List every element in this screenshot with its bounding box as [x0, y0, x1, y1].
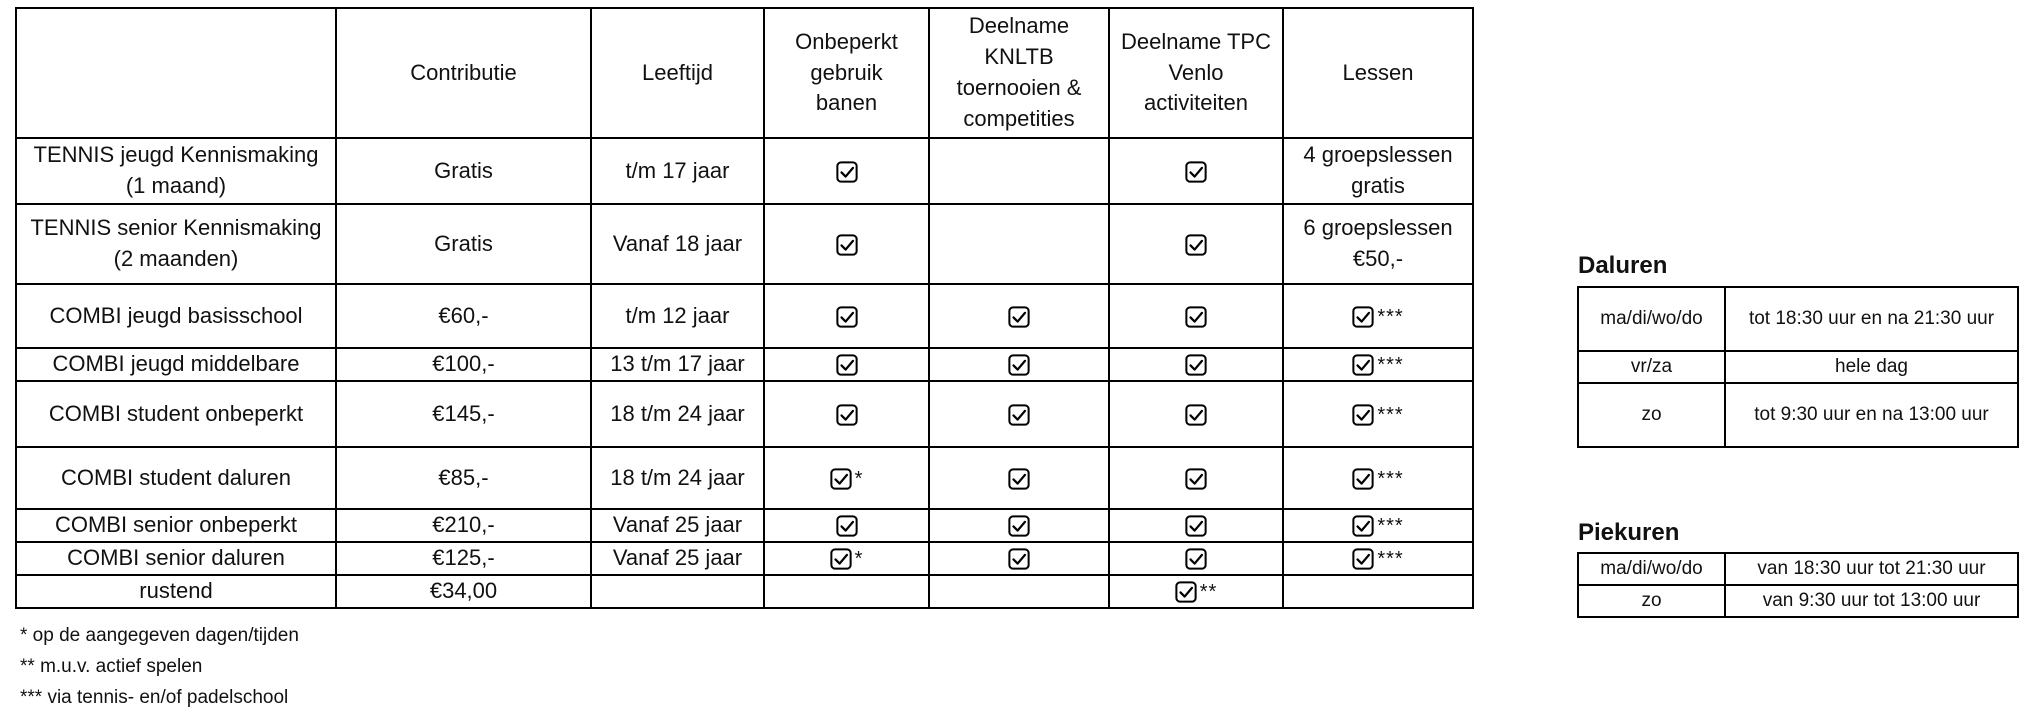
courts-cell [764, 204, 929, 284]
tpc-cell [1109, 138, 1283, 204]
table-row [16, 348, 1473, 381]
checkbox-checked-icon [1008, 354, 1030, 376]
checkbox-checked-icon [1185, 161, 1207, 183]
hours-cell: tot 9:30 uur en na 13:00 uur [1725, 383, 2018, 447]
checkbox-checked-icon [1352, 468, 1374, 490]
lessons-cell [1283, 381, 1473, 447]
footnote-marker: *** [1377, 354, 1404, 377]
membership-name: rustend [16, 575, 336, 608]
footnote-marker: ** [1199, 581, 1218, 604]
lessons-text: 6 groepslessen €50,- [1303, 215, 1453, 271]
daluren-title: Daluren [1578, 252, 1668, 279]
piekuren-title: Piekuren [1578, 519, 1680, 546]
courts-cell [764, 284, 929, 348]
tpc-cell [1109, 575, 1283, 608]
header-cell: Deelname TPC Venlo activiteiten [1109, 8, 1283, 138]
days-cell: zo [1578, 383, 1725, 447]
checkbox-checked-icon [1352, 306, 1374, 328]
footnote-marker: * [854, 548, 864, 571]
table-row [16, 509, 1473, 542]
age-cell: Vanaf 25 jaar [591, 509, 764, 542]
checkbox-checked-icon [1352, 354, 1374, 376]
footnote-marker: *** [1377, 548, 1404, 571]
footnotes [20, 620, 299, 713]
lessons-cell [1283, 284, 1473, 348]
checkbox-checked-icon [1008, 404, 1030, 426]
lessons-cell [1283, 138, 1473, 204]
checkbox-checked-icon [830, 468, 852, 490]
table-row [1578, 383, 2018, 447]
checkbox-checked-icon [1175, 581, 1197, 603]
tpc-cell [1109, 381, 1283, 447]
age-cell: t/m 17 jaar [591, 138, 764, 204]
checkbox-checked-icon [836, 161, 858, 183]
table-row [16, 542, 1473, 575]
age-cell: 18 t/m 24 jaar [591, 447, 764, 509]
knltb-cell [929, 447, 1109, 509]
fee-cell: €210,- [336, 509, 591, 542]
age-cell: Vanaf 18 jaar [591, 204, 764, 284]
age-cell: 18 t/m 24 jaar [591, 381, 764, 447]
header-cell: Deelname KNLTB toernooien & competities [929, 8, 1109, 138]
lessons-cell [1283, 348, 1473, 381]
lessons-cell [1283, 447, 1473, 509]
header-cell: Leeftijd [591, 8, 764, 138]
hours-cell: van 18:30 uur tot 21:30 uur [1725, 553, 2018, 585]
tpc-cell [1109, 509, 1283, 542]
fee-cell: €60,- [336, 284, 591, 348]
checkbox-checked-icon [1008, 515, 1030, 537]
table-row [16, 138, 1473, 204]
checkbox-checked-icon [1185, 548, 1207, 570]
age-cell: 13 t/m 17 jaar [591, 348, 764, 381]
knltb-cell [929, 204, 1109, 284]
courts-cell [764, 575, 929, 608]
footnote-marker: *** [1377, 467, 1404, 490]
knltb-cell [929, 542, 1109, 575]
tpc-cell [1109, 542, 1283, 575]
fee-cell: €125,- [336, 542, 591, 575]
membership-name: COMBI senior onbeperkt [16, 509, 336, 542]
checkbox-checked-icon [836, 515, 858, 537]
membership-name: COMBI jeugd middelbare [16, 348, 336, 381]
checkbox-checked-icon [836, 354, 858, 376]
knltb-cell [929, 575, 1109, 608]
checkbox-checked-icon [830, 548, 852, 570]
hours-cell: van 9:30 uur tot 13:00 uur [1725, 585, 2018, 617]
membership-name: TENNIS senior Kennismaking (2 maanden) [16, 204, 336, 284]
footnote: *** via tennis- en/of padelschool [20, 687, 289, 708]
table-row [16, 575, 1473, 608]
tpc-cell [1109, 348, 1283, 381]
checkbox-checked-icon [1008, 468, 1030, 490]
knltb-cell [929, 381, 1109, 447]
age-cell: Vanaf 25 jaar [591, 542, 764, 575]
courts-cell [764, 542, 929, 575]
checkbox-checked-icon [836, 306, 858, 328]
courts-cell [764, 447, 929, 509]
checkbox-checked-icon [1185, 354, 1207, 376]
daluren-table [1577, 286, 2019, 448]
table-row [16, 284, 1473, 348]
lessons-text: 4 groepslessen gratis [1303, 142, 1453, 198]
table-row [16, 381, 1473, 447]
tpc-cell [1109, 204, 1283, 284]
membership-name: COMBI student daluren [16, 447, 336, 509]
fee-cell: €34,00 [336, 575, 591, 608]
courts-cell [764, 381, 929, 447]
membership-name: COMBI student onbeperkt [16, 381, 336, 447]
courts-cell [764, 348, 929, 381]
lessons-cell [1283, 542, 1473, 575]
membership-name: TENNIS jeugd Kennismaking (1 maand) [16, 138, 336, 204]
footnote: * op de aangegeven dagen/tijden [20, 625, 299, 646]
checkbox-checked-icon [1185, 234, 1207, 256]
piekuren-table [1577, 552, 2019, 618]
days-cell: zo [1578, 585, 1725, 617]
header-row [16, 8, 1473, 138]
table-row [1578, 553, 2018, 585]
header-cell: Contributie [336, 8, 591, 138]
table-row [1578, 585, 2018, 617]
hours-cell: tot 18:30 uur en na 21:30 uur [1725, 287, 2018, 351]
courts-cell [764, 138, 929, 204]
header-cell: Lessen [1283, 8, 1473, 138]
fee-cell: €100,- [336, 348, 591, 381]
footnote: ** m.u.v. actief spelen [20, 656, 203, 677]
membership-name: COMBI senior daluren [16, 542, 336, 575]
lessons-cell [1283, 575, 1473, 608]
age-cell: t/m 12 jaar [591, 284, 764, 348]
checkbox-checked-icon [1185, 404, 1207, 426]
tpc-cell [1109, 447, 1283, 509]
fee-cell: Gratis [336, 138, 591, 204]
header-cell: Onbeperkt gebruik banen [764, 8, 929, 138]
tpc-cell [1109, 284, 1283, 348]
fee-cell: €145,- [336, 381, 591, 447]
fee-cell: Gratis [336, 204, 591, 284]
age-cell [591, 575, 764, 608]
checkbox-checked-icon [1185, 515, 1207, 537]
table-row [16, 204, 1473, 284]
header-cell [16, 8, 336, 138]
checkbox-checked-icon [1008, 548, 1030, 570]
knltb-cell [929, 509, 1109, 542]
table-row [16, 447, 1473, 509]
footnote-marker: * [854, 467, 864, 490]
footnote-marker: *** [1377, 403, 1404, 426]
hours-cell: hele dag [1725, 351, 2018, 383]
checkbox-checked-icon [1008, 306, 1030, 328]
fee-cell: €85,- [336, 447, 591, 509]
footnote-marker: *** [1377, 515, 1404, 538]
knltb-cell [929, 138, 1109, 204]
checkbox-checked-icon [1352, 404, 1374, 426]
checkbox-checked-icon [1185, 468, 1207, 490]
days-cell: vr/za [1578, 351, 1725, 383]
lessons-cell [1283, 509, 1473, 542]
knltb-cell [929, 348, 1109, 381]
knltb-cell [929, 284, 1109, 348]
days-cell: ma/di/wo/do [1578, 553, 1725, 585]
table-row [1578, 287, 2018, 351]
days-cell: ma/di/wo/do [1578, 287, 1725, 351]
checkbox-checked-icon [836, 234, 858, 256]
lessons-cell [1283, 204, 1473, 284]
membership-table [15, 7, 1474, 609]
membership-name: COMBI jeugd basisschool [16, 284, 336, 348]
table-row [1578, 351, 2018, 383]
checkbox-checked-icon [1352, 515, 1374, 537]
footnote-marker: *** [1377, 305, 1404, 328]
checkbox-checked-icon [1185, 306, 1207, 328]
checkbox-checked-icon [1352, 548, 1374, 570]
checkbox-checked-icon [836, 404, 858, 426]
courts-cell [764, 509, 929, 542]
